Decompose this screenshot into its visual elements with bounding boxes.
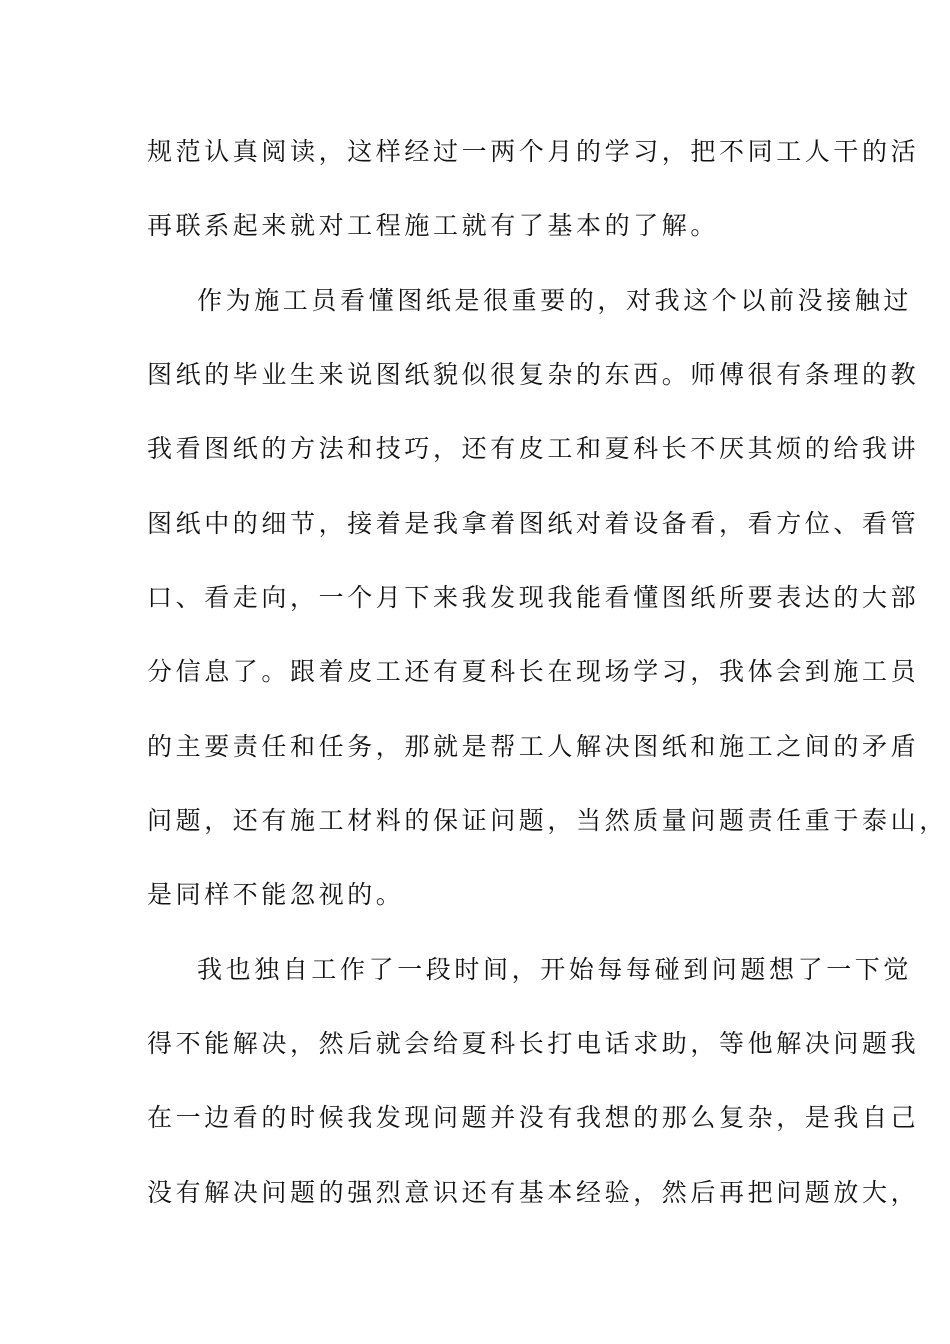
- text-line: 我看图纸的方法和技巧，还有皮工和夏科长不厌其烦的给我讲: [147, 434, 920, 463]
- text-line: 没有解决问题的强烈意识还有基本经验，然后再把问题放大，: [147, 1178, 920, 1207]
- text-line: 分信息了。跟着皮工还有夏科长在现场学习，我体会到施工员: [147, 657, 920, 686]
- text-line: 的主要责任和任务，那就是帮工人解决图纸和施工之间的矛盾: [147, 732, 920, 761]
- text-line: 口、看走向，一个月下来我发现我能看懂图纸所要表达的大部: [147, 583, 920, 612]
- text-line: 图纸的毕业生来说图纸貌似很复杂的东西。师傅很有条理的教: [147, 360, 920, 389]
- text-line: 规范认真阅读，这样经过一两个月的学习，把不同工人干的活: [147, 137, 920, 166]
- text-line: 问题，还有施工材料的保证问题，当然质量问题责任重于泰山，: [147, 806, 948, 835]
- text-line: 得不能解决，然后就会给夏科长打电话求助，等他解决问题我: [147, 1029, 920, 1058]
- text-line: 在一边看的时候我发现问题并没有我想的那么复杂，是我自己: [147, 1103, 920, 1132]
- text-line: 图纸中的细节，接着是我拿着图纸对着设备看，看方位、看管: [147, 509, 920, 538]
- paragraph-first-line: 作为施工员看懂图纸是很重要的，对我这个以前没接触过: [197, 286, 913, 315]
- text-line: 再联系起来就对工程施工就有了基本的了解。: [147, 211, 720, 240]
- text-line: 是同样不能忽视的。: [147, 880, 405, 909]
- paragraph-first-line: 我也独自工作了一段时间，开始每每碰到问题想了一下觉: [197, 955, 913, 984]
